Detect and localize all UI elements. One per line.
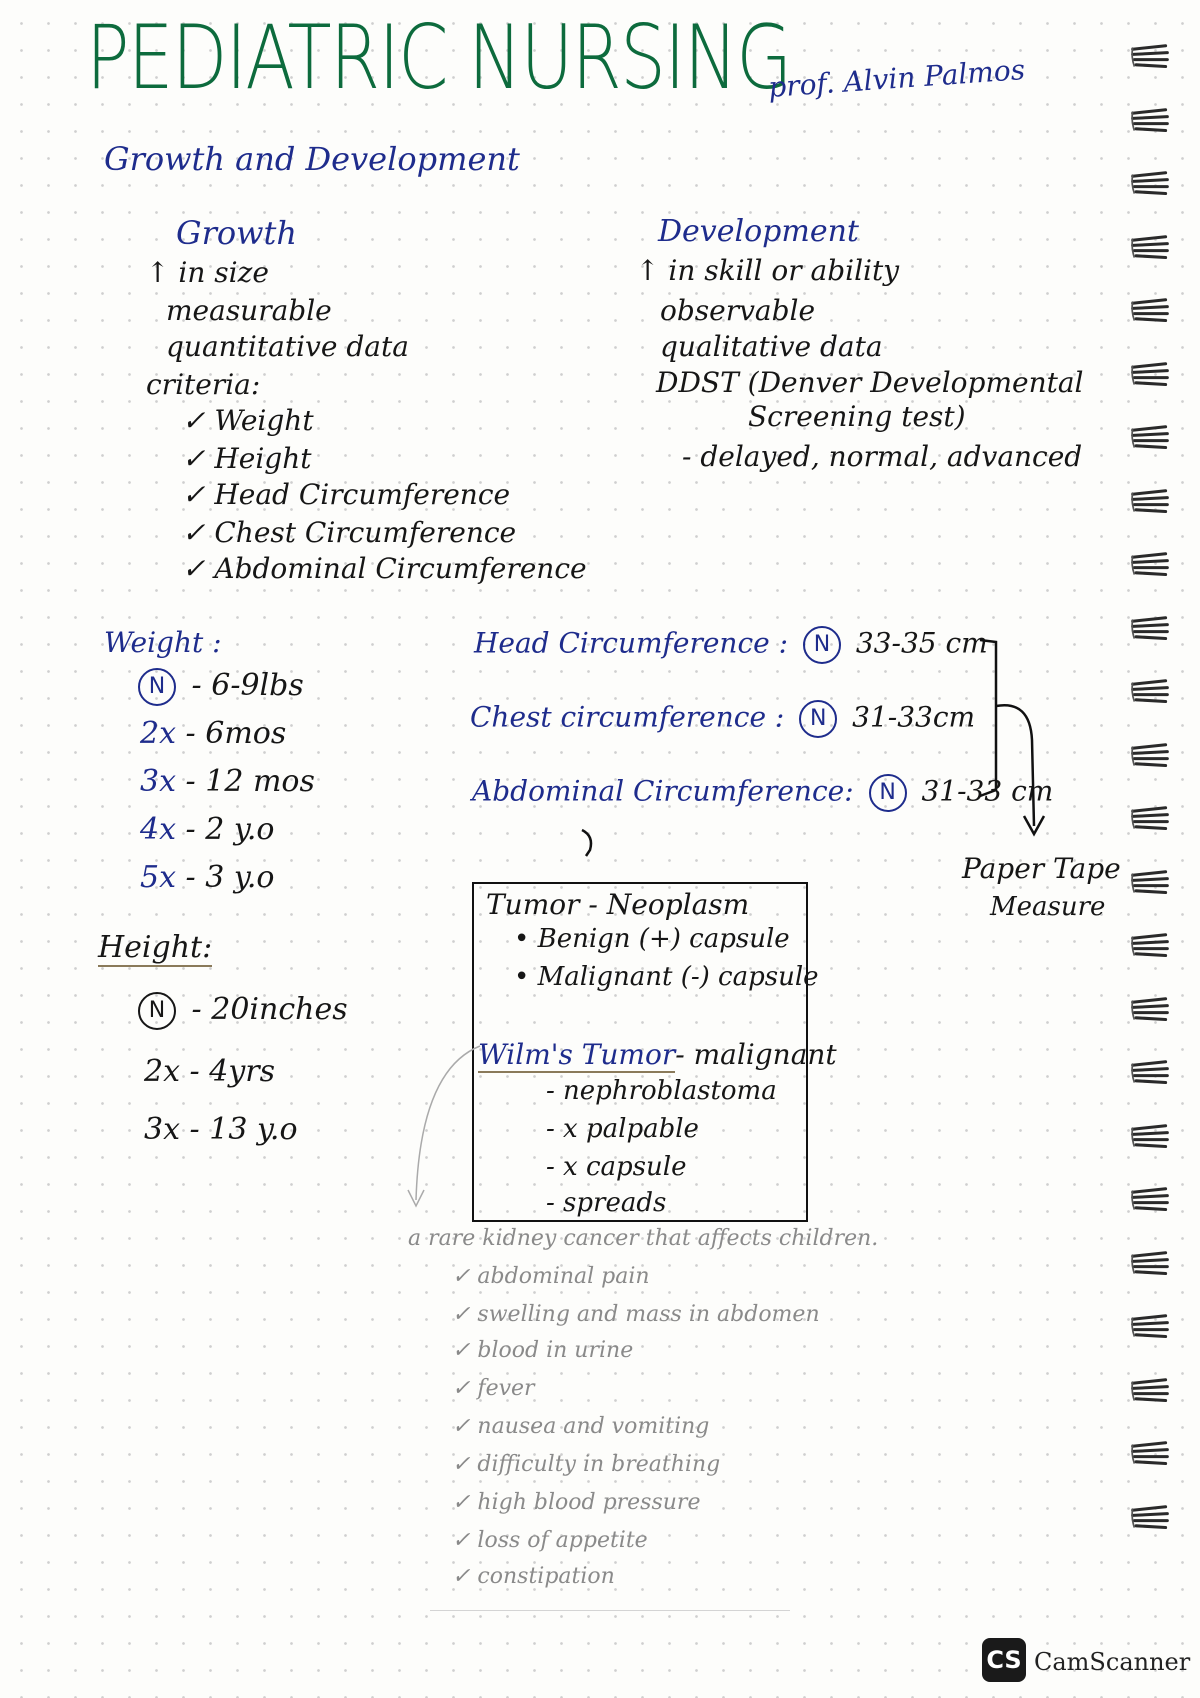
- criteria-item: ✓ Height: [182, 442, 312, 475]
- tape-note: Paper Tape: [962, 852, 1121, 885]
- symptom-item: ✓ high blood pressure: [452, 1490, 701, 1515]
- spiral-ring-icon: [1128, 298, 1172, 324]
- growth-line: criteria:: [146, 368, 261, 401]
- wilms-heading: Wilm's Tumor- malignant: [478, 1038, 837, 1071]
- development-line: - delayed, normal, advanced: [682, 440, 1083, 473]
- wilms-item: - nephroblastoma: [546, 1076, 777, 1106]
- spiral-ring-icon: [1128, 171, 1172, 197]
- page-title: PEDIATRIC NURSING: [86, 6, 791, 109]
- height-row: 3x - 13 y.o: [144, 1112, 298, 1147]
- spiral-ring-icon: [1128, 870, 1172, 896]
- spiral-ring-icon: [1128, 1060, 1172, 1086]
- spiral-ring-icon: [1128, 1314, 1172, 1340]
- normal-circle-icon: N: [803, 626, 841, 664]
- criteria-item: ✓ Abdominal Circumference: [182, 552, 587, 585]
- spiral-ring-icon: [1128, 1378, 1172, 1404]
- spiral-ring-icon: [1128, 362, 1172, 388]
- circumference-row: Chest circumference : N 31-33cm: [470, 700, 975, 738]
- circumference-row: Head Circumference : N 33-35 cm: [474, 626, 988, 664]
- author-name: prof. Alvin Palmos: [767, 53, 1027, 104]
- spiral-ring-icon: [1128, 1251, 1172, 1277]
- symptom-item: ✓ difficulty in breathing: [452, 1452, 721, 1477]
- spiral-ring-icon: [1128, 1505, 1172, 1531]
- height-row: 2x - 4yrs: [144, 1054, 276, 1089]
- normal-circle-icon: N: [138, 992, 176, 1030]
- weight-row: 2x - 6mos: [140, 716, 287, 751]
- growth-line: measurable: [166, 294, 332, 327]
- weight-row: 3x - 12 mos: [140, 764, 315, 799]
- symptom-item: ✓ loss of appetite: [452, 1528, 648, 1553]
- weight-heading: Weight :: [104, 626, 222, 659]
- wilms-item: - x palpable: [546, 1114, 699, 1144]
- camscanner-text: CamScanner: [1034, 1648, 1191, 1676]
- spiral-ring-icon: [1128, 679, 1172, 705]
- spiral-ring-icon: [1128, 489, 1172, 515]
- weight-row: 4x - 2 y.o: [140, 812, 275, 847]
- tape-note: Measure: [990, 892, 1106, 922]
- circumference-row: Abdominal Circumference: N 31-33 cm: [472, 774, 1053, 812]
- symptom-item: ✓ blood in urine: [452, 1338, 634, 1363]
- development-line: qualitative data: [660, 330, 883, 363]
- symptom-item: ✓ swelling and mass in abdomen: [452, 1302, 820, 1327]
- criteria-item: ✓ Head Circumference: [182, 478, 511, 511]
- normal-circle-icon: N: [799, 700, 837, 738]
- camscanner-logo-icon: CS: [982, 1638, 1026, 1682]
- symptom-item: ✓ fever: [452, 1376, 535, 1401]
- spiral-ring-icon: [1128, 425, 1172, 451]
- symptom-item: ✓ abdominal pain: [452, 1264, 650, 1289]
- bracket-arrow-icon: [560, 630, 1080, 870]
- spiral-ring-icon: [1128, 235, 1172, 261]
- development-heading: Development: [658, 214, 859, 249]
- criteria-item: ✓ Chest Circumference: [182, 516, 517, 549]
- growth-heading: Growth: [176, 214, 297, 252]
- growth-line: ↑ in size: [146, 256, 269, 289]
- tumor-line: Tumor - Neoplasm: [486, 888, 750, 921]
- spiral-ring-icon: [1128, 1187, 1172, 1213]
- height-row: N - 20inches: [132, 992, 348, 1030]
- spiral-ring-icon: [1128, 1124, 1172, 1150]
- development-line: Screening test): [748, 400, 966, 433]
- spiral-ring-icon: [1128, 933, 1172, 959]
- divider: [430, 1610, 790, 1611]
- height-heading: Height:: [98, 930, 213, 965]
- topic-heading: Growth and Development: [104, 140, 520, 178]
- spiral-ring-icon: [1128, 108, 1172, 134]
- spiral-ring-icon: [1128, 616, 1172, 642]
- spiral-ring-icon: [1128, 743, 1172, 769]
- development-line: observable: [660, 294, 816, 327]
- wilms-item: - spreads: [546, 1188, 667, 1218]
- criteria-item: ✓ Weight: [182, 404, 314, 437]
- spiral-ring-icon: [1128, 552, 1172, 578]
- spiral-ring-icon: [1128, 1441, 1172, 1467]
- symptom-item: ✓ nausea and vomiting: [452, 1414, 710, 1439]
- pencil-arrow-icon: [400, 1040, 490, 1220]
- tumor-line: • Malignant (-) capsule: [514, 962, 819, 992]
- development-line: ↑ in skill or ability: [636, 254, 900, 287]
- spiral-ring-icon: [1128, 997, 1172, 1023]
- normal-circle-icon: N: [138, 668, 176, 706]
- weight-row: 5x - 3 y.o: [140, 860, 275, 895]
- spiral-ring-icon: [1128, 806, 1172, 832]
- wilms-item: - x capsule: [546, 1152, 687, 1182]
- normal-circle-icon: N: [869, 774, 907, 812]
- development-line: DDST (Denver Developmental: [656, 366, 1084, 399]
- symptom-item: ✓ constipation: [452, 1564, 615, 1589]
- wilms-description: a rare kidney cancer that affects children.: [408, 1226, 879, 1251]
- weight-row: N - 6-9lbs: [132, 668, 304, 706]
- tumor-line: • Benign (+) capsule: [514, 924, 790, 954]
- spiral-ring-icon: [1128, 44, 1172, 70]
- growth-line: quantitative data: [166, 330, 409, 363]
